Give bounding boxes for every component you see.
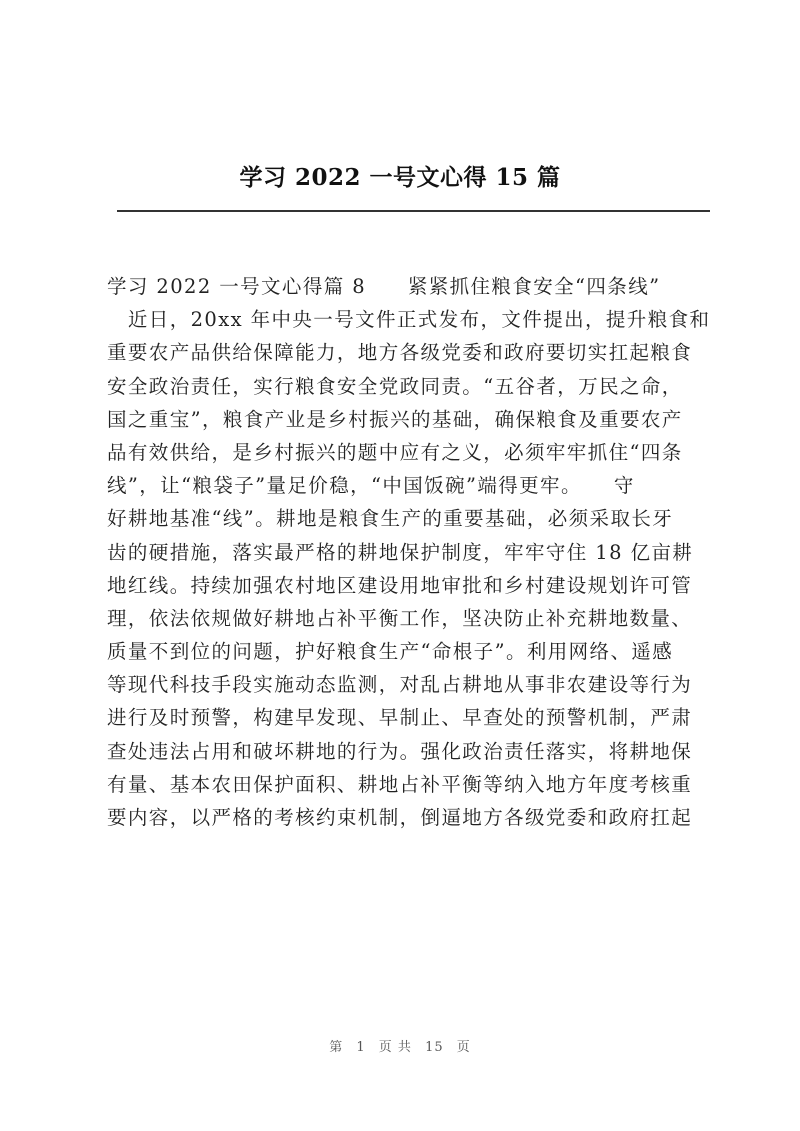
text-line: 有量、基本农田保护面积、耕地占补平衡等纳入地方年度考核重 xyxy=(107,772,693,796)
page-footer xyxy=(0,1036,800,1055)
text-line: 齿的硬措施，落实最严格的耕地保护制度，牢牢守住 18 亿亩耕 xyxy=(107,540,694,564)
title-divider xyxy=(117,210,710,212)
text-line: 要内容，以严格的考核约束机制，倒逼地方各级党委和政府扛起 xyxy=(107,806,693,829)
text-line: 等现代科技手段实施动态监测，对乱占耕地从事非农建设等行为 xyxy=(107,673,693,697)
footer-suffix: 页 xyxy=(456,1040,471,1055)
text-line: 安全政治责任，实行粮食安全党政同责。“五谷者，万民之命， xyxy=(107,374,683,398)
text-line: 线”，让“粮袋子”量足价稳，“中国饭碗”端得更牢。 守 xyxy=(107,474,635,498)
text-line: 国之重宝”，粮食产业是乡村振兴的基础，确保粮食及重要农产 xyxy=(107,407,683,431)
text-line: 地红线。持续加强农村地区建设用地审批和乡村建设规划许可管 xyxy=(107,573,693,597)
text-line: 近日，20xx 年中央一号文件正式发布，文件提出，提升粮食和 xyxy=(107,308,711,332)
text-line: 进行及时预警，构建早发现、早制止、早查处的预警机制，严肃 xyxy=(107,706,693,730)
text-line: 学习 2022 一号文心得篇 8 紧紧抓住粮食安全“四条线” xyxy=(107,275,661,298)
current-page-number: 1 xyxy=(356,1040,366,1055)
footer-middle: 页 共 xyxy=(378,1040,412,1055)
page-title: 学习 2022 一号文心得 15 篇 xyxy=(239,164,561,191)
text-line: 好耕地基准“线”。耕地是粮食生产的重要基础，必须采取长牙 xyxy=(107,507,674,531)
text-line: 重要农产品供给保障能力，地方各级党委和政府要切实扛起粮食 xyxy=(107,341,693,365)
footer-prefix: 第 xyxy=(329,1040,344,1055)
text-line: 理，依法依规做好耕地占补平衡工作，坚决防止补充耕地数量、 xyxy=(107,606,693,630)
text-line: 质量不到位的问题，护好粮食生产“命根子”。利用网络、遥感 xyxy=(107,640,674,664)
text-line: 查处违法占用和破坏耕地的行为。强化政治责任落实，将耕地保 xyxy=(107,739,693,763)
text-line: 品有效供给，是乡村振兴的题中应有之义，必须牢牢抓住“四条 xyxy=(107,440,683,464)
document-body xyxy=(107,270,713,834)
total-pages-number: 15 xyxy=(425,1040,444,1055)
